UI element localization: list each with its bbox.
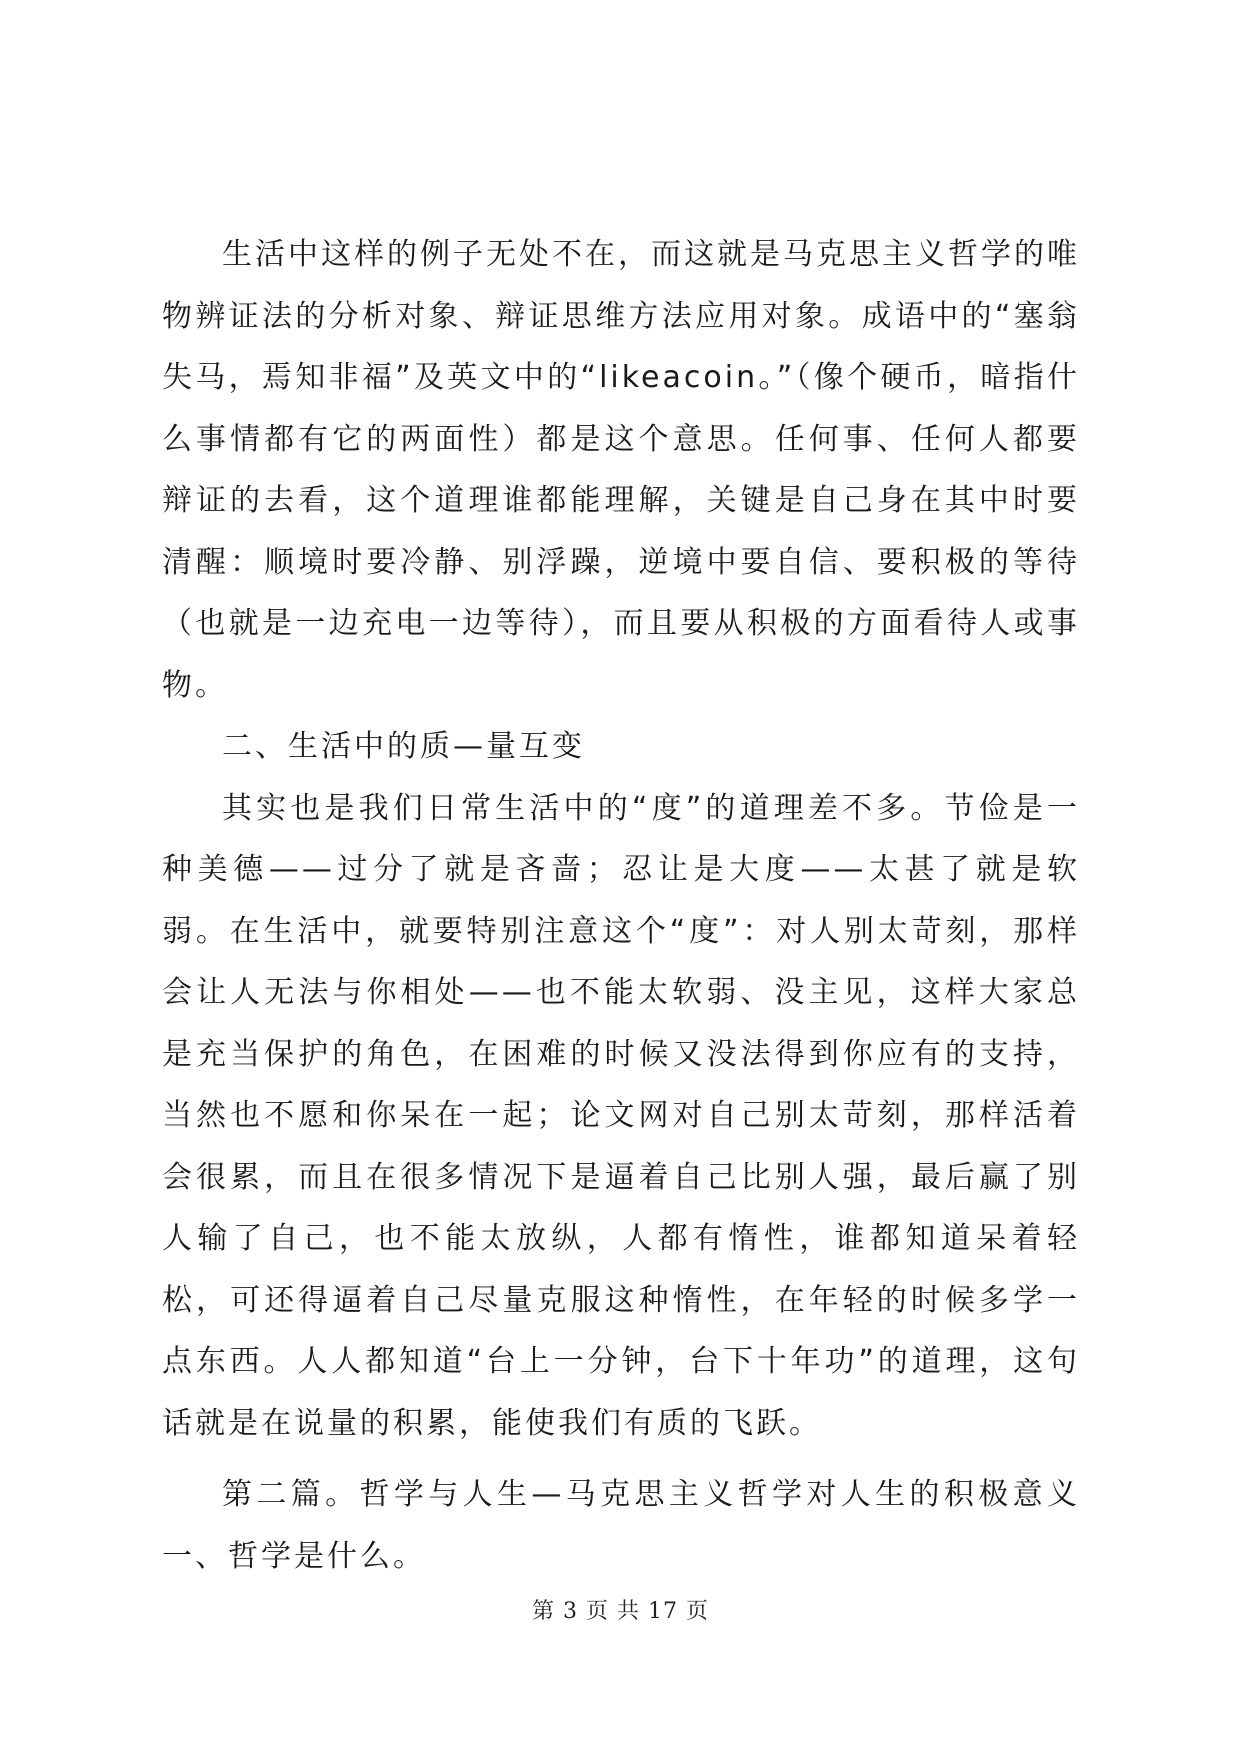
document-body: [162, 224, 1080, 1587]
paragraph-degree: 其实也是我们日常生活中的“度”的道理差不多。节俭是一种美德——过分了就是吝啬；忍让是大度——太甚了就是软弱。在生活中，就要特别注意这个“度”：对人别太苛刻，那样会让人无法与你相处——也不能太软弱、没主见，这样大家总是充当保护的角色，在困难的时候又没法得到你应有的支持，当然也不愿和你呆在一起；论文网对自己别太苛刻，那样活着会很累，而且在很多情况下是逼着自己比别人强，最后赢了别人输了自己，也不能太放纵，人都有惰性，谁都知道呆着轻松，可还得逼着自己尽量克服这种惰性，在年轻的时候多学一点东西。人人都知道“台上一分钟，台下十年功”的道理，这句话就是在说量的积累，能使我们有质的飞跃。: [162, 790, 1080, 1441]
paragraph-second-chapter: 第二篇。哲学与人生—马克思主义哲学对人生的积极意义一、哲学是什么。: [162, 1477, 1080, 1574]
section-heading-quality-quantity: 二、生活中的质—量互变: [222, 729, 585, 764]
page-number-footer: 第 3 页 共 17 页: [532, 1599, 709, 1624]
paragraph-dialectics-examples: 生活中这样的例子无处不在，而这就是马克思主义哲学的唯物辨证法的分析对象、辩证思维方法应用对象。成语中的“塞翁失马，焉知非福”及英文中的“likeacoin。”（像个硬币，暗指什么事情都有它的两面性）都是这个意思。任何事、任何人都要辩证的去看，这个道理谁都能理解，关键是自己身在其中时要清醒：顺境时要冷静、别浮躁，逆境中要自信、要积极的等待（也就是一边充电一边等待），而且要从积极的方面看待人或事物。: [162, 237, 1080, 703]
